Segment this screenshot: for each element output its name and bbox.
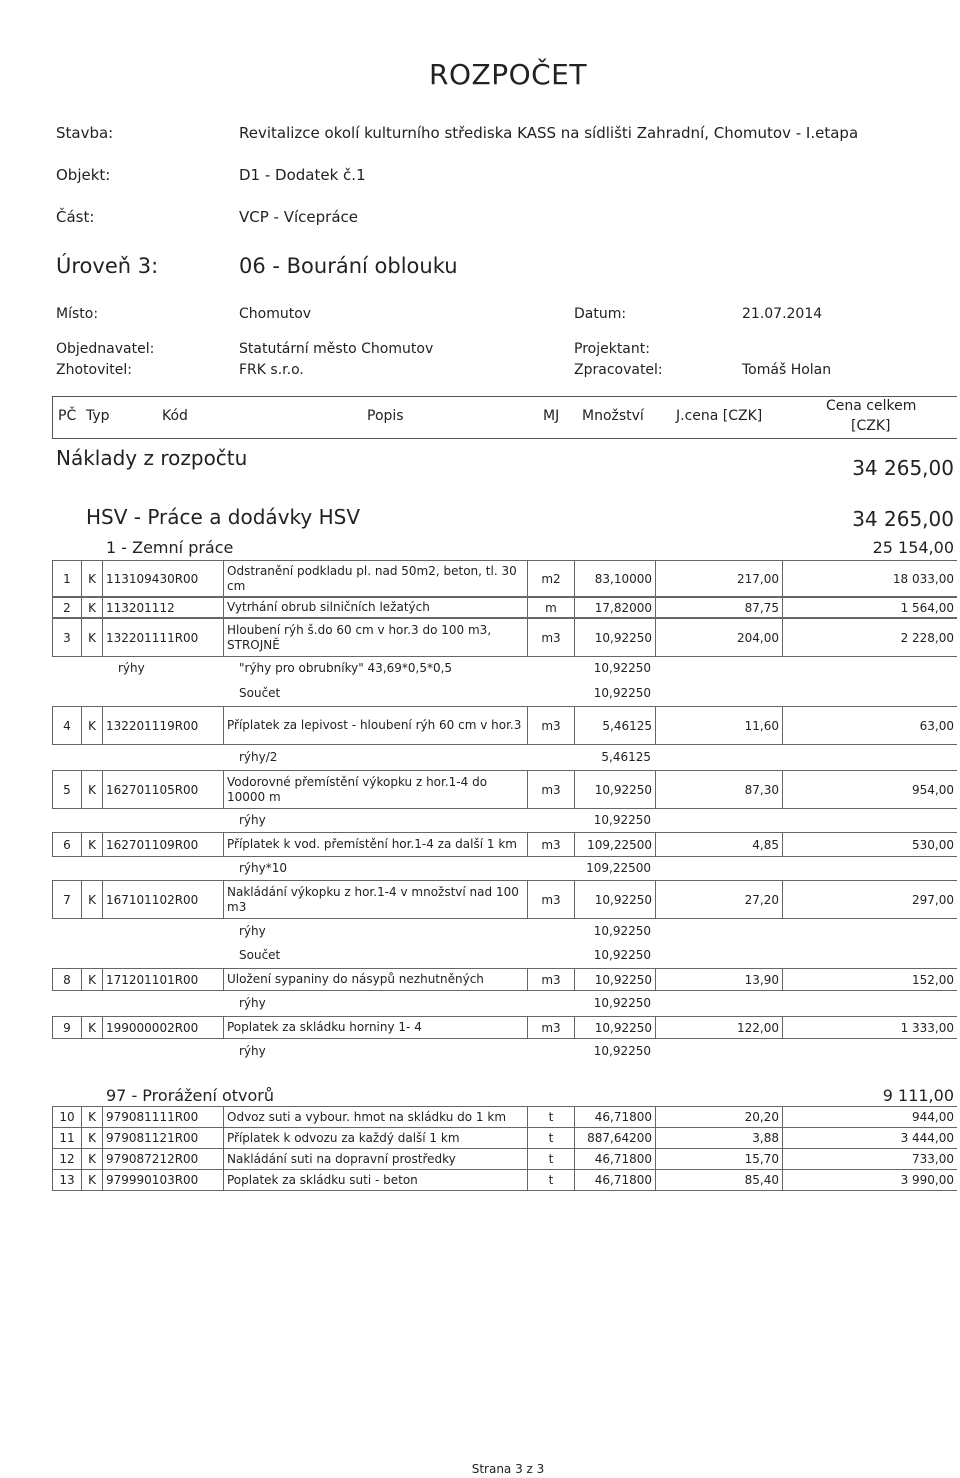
row-celkem: 944,00 bbox=[783, 1107, 958, 1128]
objekt-value: D1 - Dodatek č.1 bbox=[239, 166, 366, 184]
table-row bbox=[52, 706, 957, 745]
row-jcena: 20,20 bbox=[656, 1107, 783, 1128]
row-popis: Poplatek za skládku horniny 1- 4 bbox=[224, 1017, 528, 1039]
row-jcena: 122,00 bbox=[656, 1017, 783, 1039]
row-popis: Příplatek za lepivost - hloubení rýh 60 cm v hor.3 bbox=[224, 707, 528, 745]
naklady-total: 34 265,00 bbox=[852, 456, 954, 480]
row-celkem: 297,00 bbox=[783, 881, 958, 919]
row-mj: m3 bbox=[528, 771, 575, 809]
uroven-value: 06 - Bourání oblouku bbox=[239, 254, 458, 278]
row-mj: t bbox=[528, 1107, 575, 1128]
row-typ: K bbox=[82, 969, 103, 991]
row-celkem: 1 564,00 bbox=[783, 598, 958, 618]
row-pc: 10 bbox=[53, 1107, 82, 1128]
row-mnozstvi: 887,64200 bbox=[575, 1128, 656, 1149]
row-kod: 162701105R00 bbox=[103, 771, 224, 809]
col-cena-celkem: Cena celkem bbox=[826, 398, 917, 414]
col-kod: Kód bbox=[162, 408, 188, 424]
row-kod: 979990103R00 bbox=[103, 1170, 224, 1191]
misto-value: Chomutov bbox=[239, 306, 312, 322]
subrow-qty: 10,92250 bbox=[593, 948, 651, 962]
group97-label: 97 - Prorážení otvorů bbox=[106, 1086, 275, 1105]
row-mnozstvi: 10,92250 bbox=[575, 1017, 656, 1039]
row-pc: 4 bbox=[53, 707, 82, 745]
row-jcena: 11,60 bbox=[656, 707, 783, 745]
row-jcena: 217,00 bbox=[656, 561, 783, 597]
col-popis: Popis bbox=[367, 408, 404, 424]
row-mnozstvi: 46,71800 bbox=[575, 1107, 656, 1128]
group97-total: 9 111,00 bbox=[882, 1086, 954, 1105]
row-jcena: 87,30 bbox=[656, 771, 783, 809]
items-table-97 bbox=[52, 1106, 957, 1191]
col-mnozstvi: Množství bbox=[582, 408, 644, 424]
subrow-kod: rýhy bbox=[239, 924, 266, 938]
table-row bbox=[53, 1128, 958, 1149]
row-pc: 5 bbox=[53, 771, 82, 809]
hsv-label: HSV - Práce a dodávky HSV bbox=[86, 505, 361, 529]
row-typ: K bbox=[82, 707, 103, 745]
row-typ: K bbox=[82, 598, 103, 618]
row-mnozstvi: 109,22500 bbox=[575, 833, 656, 857]
table-row bbox=[53, 1170, 958, 1191]
row-typ: K bbox=[82, 771, 103, 809]
subrow-kod: rýhy bbox=[239, 996, 266, 1010]
row-kod: 199000002R00 bbox=[103, 1017, 224, 1039]
row-pc: 9 bbox=[53, 1017, 82, 1039]
row-mj: m3 bbox=[528, 1017, 575, 1039]
row-typ: K bbox=[82, 1170, 103, 1191]
row-mnozstvi: 83,10000 bbox=[575, 561, 656, 597]
row-pc: 2 bbox=[53, 598, 82, 618]
row-popis: Hloubení rýh š.do 60 cm v hor.3 do 100 m3, STROJNĚ bbox=[224, 619, 528, 657]
objekt-label: Objekt: bbox=[56, 166, 111, 184]
row-celkem: 2 228,00 bbox=[783, 619, 958, 657]
row-mnozstvi: 46,71800 bbox=[575, 1170, 656, 1191]
stavba-value: Revitalizce okolí kulturního střediska KASS na sídlišti Zahradní, Chomutov - I.etapa bbox=[239, 124, 859, 142]
row-jcena: 87,75 bbox=[656, 598, 783, 618]
row-jcena: 13,90 bbox=[656, 969, 783, 991]
row-kod: 113109430R00 bbox=[103, 561, 224, 597]
row-typ: K bbox=[82, 1128, 103, 1149]
zhotovitel-label: Zhotovitel: bbox=[56, 362, 132, 378]
row-pc: 7 bbox=[53, 881, 82, 919]
table-row bbox=[52, 597, 957, 618]
subrow-qty: 10,92250 bbox=[593, 686, 651, 700]
row-typ: K bbox=[82, 1149, 103, 1170]
table-row bbox=[52, 560, 957, 597]
naklady-label: Náklady z rozpočtu bbox=[56, 446, 248, 470]
row-mnozstvi: 46,71800 bbox=[575, 1149, 656, 1170]
zhotovitel-value: FRK s.r.o. bbox=[239, 362, 304, 378]
subrow-kod: rýhy/2 bbox=[239, 750, 278, 764]
misto-label: Místo: bbox=[56, 306, 99, 322]
col-pc: PČ bbox=[58, 408, 77, 424]
datum-value: 21.07.2014 bbox=[742, 306, 823, 322]
table-row bbox=[53, 1107, 958, 1128]
subrow-kod: rýhy bbox=[239, 1044, 266, 1058]
row-pc: 13 bbox=[53, 1170, 82, 1191]
row-popis: Vodorovné přemístění výkopku z hor.1-4 do 10000 m bbox=[224, 771, 528, 809]
row-celkem: 18 033,00 bbox=[783, 561, 958, 597]
subrow-qty: 10,92250 bbox=[593, 661, 651, 675]
zpracovatel-value: Tomáš Holan bbox=[742, 362, 832, 378]
row-jcena: 4,85 bbox=[656, 833, 783, 857]
table-row bbox=[52, 1016, 957, 1039]
col-cena-celkem-unit: [CZK] bbox=[851, 418, 891, 434]
table-row bbox=[52, 968, 957, 991]
group1-total: 25 154,00 bbox=[872, 538, 954, 557]
zpracovatel-label: Zpracovatel: bbox=[574, 362, 663, 378]
row-mnozstvi: 5,46125 bbox=[575, 707, 656, 745]
row-mj: m3 bbox=[528, 619, 575, 657]
stavba-label: Stavba: bbox=[56, 124, 114, 142]
row-celkem: 954,00 bbox=[783, 771, 958, 809]
table-row bbox=[53, 1149, 958, 1170]
subrow-qty: 10,92250 bbox=[593, 996, 651, 1010]
row-jcena: 204,00 bbox=[656, 619, 783, 657]
row-mj: m3 bbox=[528, 969, 575, 991]
subrow-qty: 10,92250 bbox=[593, 924, 651, 938]
row-mj: m2 bbox=[528, 561, 575, 597]
row-jcena: 15,70 bbox=[656, 1149, 783, 1170]
col-typ: Typ bbox=[86, 408, 110, 424]
row-mj: m3 bbox=[528, 833, 575, 857]
subrow-qty: 10,92250 bbox=[593, 1044, 651, 1058]
datum-label: Datum: bbox=[574, 306, 627, 322]
row-celkem: 152,00 bbox=[783, 969, 958, 991]
subrow-kod: rýhy*10 bbox=[239, 861, 288, 875]
row-celkem: 530,00 bbox=[783, 833, 958, 857]
subrow-qty: 5,46125 bbox=[601, 750, 651, 764]
row-jcena: 27,20 bbox=[656, 881, 783, 919]
row-celkem: 63,00 bbox=[783, 707, 958, 745]
row-popis: Uložení sypaniny do násypů nezhutněných bbox=[224, 969, 528, 991]
row-popis: Příplatek k vod. přemístění hor.1-4 za další 1 km bbox=[224, 833, 528, 857]
row-popis: Nakládání výkopku z hor.1-4 v množství nad 100 m3 bbox=[224, 881, 528, 919]
row-kod: 113201112 bbox=[103, 598, 224, 618]
row-mnozstvi: 10,92250 bbox=[575, 969, 656, 991]
row-kod: 171201101R00 bbox=[103, 969, 224, 991]
row-mj: m3 bbox=[528, 707, 575, 745]
table-row bbox=[52, 618, 957, 657]
row-typ: K bbox=[82, 1017, 103, 1039]
subrow-kod: Součet bbox=[239, 948, 281, 962]
row-pc: 6 bbox=[53, 833, 82, 857]
hsv-total: 34 265,00 bbox=[852, 507, 954, 531]
row-kod: 167101102R00 bbox=[103, 881, 224, 919]
row-jcena: 85,40 bbox=[656, 1170, 783, 1191]
row-popis: Příplatek k odvozu za každý další 1 km bbox=[224, 1128, 528, 1149]
row-kod: 979081121R00 bbox=[103, 1128, 224, 1149]
row-typ: K bbox=[82, 619, 103, 657]
uroven-label: Úroveň 3: bbox=[56, 254, 159, 278]
row-mnozstvi: 10,92250 bbox=[575, 881, 656, 919]
page-footer: Strana 3 z 3 bbox=[471, 1462, 545, 1476]
col-jcena: J.cena [CZK] bbox=[676, 408, 763, 424]
row-celkem: 3 990,00 bbox=[783, 1170, 958, 1191]
row-popis: Nakládání suti na dopravní prostředky bbox=[224, 1149, 528, 1170]
row-mnozstvi: 10,92250 bbox=[575, 771, 656, 809]
row-kod: 132201119R00 bbox=[103, 707, 224, 745]
objednavatel-label: Objednavatel: bbox=[56, 341, 155, 357]
row-kod: 162701109R00 bbox=[103, 833, 224, 857]
row-pc: 12 bbox=[53, 1149, 82, 1170]
row-kod: 979081111R00 bbox=[103, 1107, 224, 1128]
subrow-popis: Součet bbox=[239, 686, 281, 700]
row-celkem: 1 333,00 bbox=[783, 1017, 958, 1039]
cast-label: Část: bbox=[56, 208, 95, 226]
row-pc: 3 bbox=[53, 619, 82, 657]
row-celkem: 3 444,00 bbox=[783, 1128, 958, 1149]
row-kod: 132201111R00 bbox=[103, 619, 224, 657]
row-mj: t bbox=[528, 1170, 575, 1191]
subrow-qty: 10,92250 bbox=[593, 813, 651, 827]
row-popis: Poplatek za skládku suti - beton bbox=[224, 1170, 528, 1191]
table-row bbox=[52, 832, 957, 857]
cast-value: VCP - Vícepráce bbox=[239, 208, 358, 226]
row-pc: 11 bbox=[53, 1128, 82, 1149]
subrow-kod: rýhy bbox=[239, 813, 266, 827]
row-kod: 979087212R00 bbox=[103, 1149, 224, 1170]
row-typ: K bbox=[82, 833, 103, 857]
row-jcena: 3,88 bbox=[656, 1128, 783, 1149]
row-mnozstvi: 10,92250 bbox=[575, 619, 656, 657]
row-mj: t bbox=[528, 1149, 575, 1170]
table-row bbox=[52, 880, 957, 919]
projektant-label: Projektant: bbox=[574, 341, 650, 357]
row-popis: Vytrhání obrub silničních ležatých bbox=[224, 598, 528, 618]
subrow-kod: rýhy bbox=[118, 661, 145, 675]
row-celkem: 733,00 bbox=[783, 1149, 958, 1170]
table-row bbox=[52, 770, 957, 809]
col-mj: MJ bbox=[543, 408, 560, 424]
group1-label: 1 - Zemní práce bbox=[106, 538, 234, 557]
row-mnozstvi: 17,82000 bbox=[575, 598, 656, 618]
row-mj: t bbox=[528, 1128, 575, 1149]
row-typ: K bbox=[82, 1107, 103, 1128]
subrow-popis: "rýhy pro obrubníky" 43,69*0,5*0,5 bbox=[239, 661, 453, 675]
row-pc: 8 bbox=[53, 969, 82, 991]
row-pc: 1 bbox=[53, 561, 82, 597]
page-title: ROZPOČET bbox=[429, 58, 587, 91]
row-typ: K bbox=[82, 561, 103, 597]
row-popis: Odstranění podkladu pl. nad 50m2, beton, tl. 30 cm bbox=[224, 561, 528, 597]
row-mj: m bbox=[528, 598, 575, 618]
subrow-qty: 109,22500 bbox=[586, 861, 651, 875]
row-typ: K bbox=[82, 881, 103, 919]
objednavatel-value: Statutární město Chomutov bbox=[239, 341, 434, 357]
row-popis: Odvoz suti a vybour. hmot na skládku do 1 km bbox=[224, 1107, 528, 1128]
row-mj: m3 bbox=[528, 881, 575, 919]
